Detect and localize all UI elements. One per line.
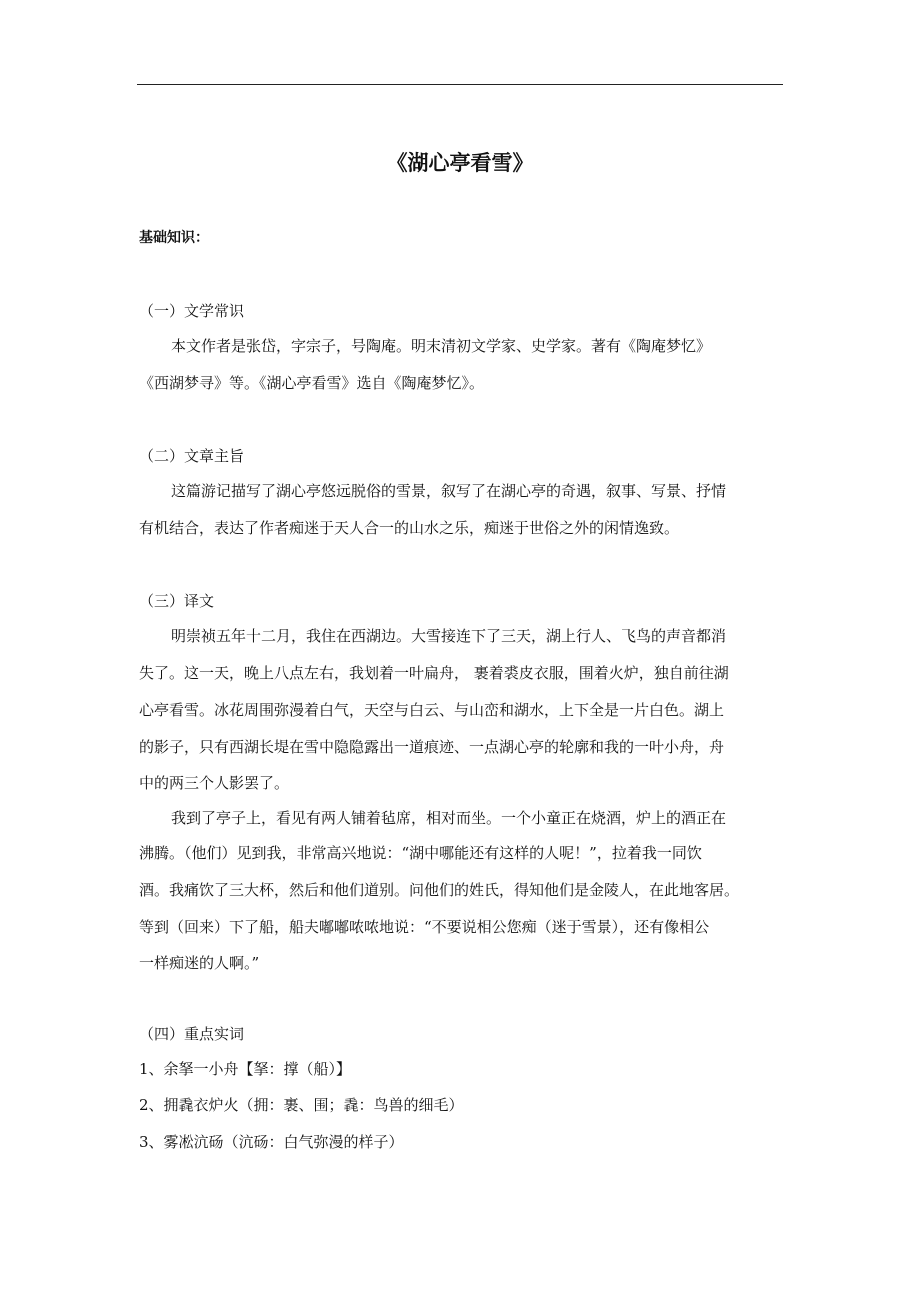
document-title: 《湖心亭看雪》 [386,151,534,175]
s1-line: 《西湖梦寻》等。《湖心亭看雪》选自《陶庵梦忆》。 [139,374,485,392]
s4-item: 3、雾凇沆砀（沆砀：白气弥漫的样子） [139,1133,404,1151]
s4-heading: （四）重点实词 [139,1025,245,1043]
s3-p1-line: 心亭看雪。冰花周围弥漫着白气，天空与白云、与山峦和湖水，上下全是一片白色。湖上 [139,701,725,719]
s3-heading: （三）译文 [139,592,215,610]
s4-item: 1、余拏一小舟【拏：撑（船）】 [139,1060,352,1078]
s1-heading: （一）文学常识 [139,302,245,320]
s1-line: 本文作者是张岱，字宗子，号陶庵。明末清初文学家、史学家。著有《陶庵梦忆》 [171,337,712,355]
s3-p2-line: 酒。我痛饮了三大杯，然后和他们道别。问他们的姓氏，得知他们是金陵人，在此地客居。 [139,881,740,899]
s2-heading: （二）文章主旨 [139,447,245,465]
s3-p2-line: 我到了亭子上，看见有两人铺着毡席，相对而坐。一个小童正在烧酒，炉上的酒正在 [171,809,727,827]
section-heading: 基础知识： [139,230,209,246]
s3-p1-line: 明崇祯五年十二月，我住在西湖边。大雪接连下了三天，湖上行人、飞鸟的声音都消 [171,627,727,645]
s3-p2-line: 沸腾。（他们）见到我，非常高兴地说：“湖中哪能还有这样的人呢！”，拉着我一同饮 [139,844,702,862]
s3-p1-line: 中的两三个人影罢了。 [139,774,290,792]
s2-line: 有机结合，表达了作者痴迷于天人合一的山水之乐，痴迷于世俗之外的闲情逸致。 [139,519,680,537]
s3-p2-line: 一样痴迷的人啊。” [139,954,260,972]
s4-item: 2、拥毳衣炉火（拥：裹、围；毳：鸟兽的细毛） [139,1096,464,1114]
s2-line: 这篇游记描写了湖心亭悠远脱俗的雪景，叙写了在湖心亭的奇遇，叙事、写景、抒情 [171,482,727,500]
header-rule [137,84,783,85]
s3-p2-line: 等到（回来）下了船，船夫嘟嘟哝哝地说：“不要说相公您痴（迷于雪景），还有像相公 [139,918,710,936]
s3-p1-line: 的影子，只有西湖长堤在雪中隐隐露出一道痕迹、一点湖心亭的轮廓和我的一叶小舟，舟 [139,738,725,756]
s3-p1-line: 失了。这一天，晚上八点左右，我划着一叶扁舟， 裹着裘皮衣服，围着火炉，独自前往湖 [139,664,729,682]
